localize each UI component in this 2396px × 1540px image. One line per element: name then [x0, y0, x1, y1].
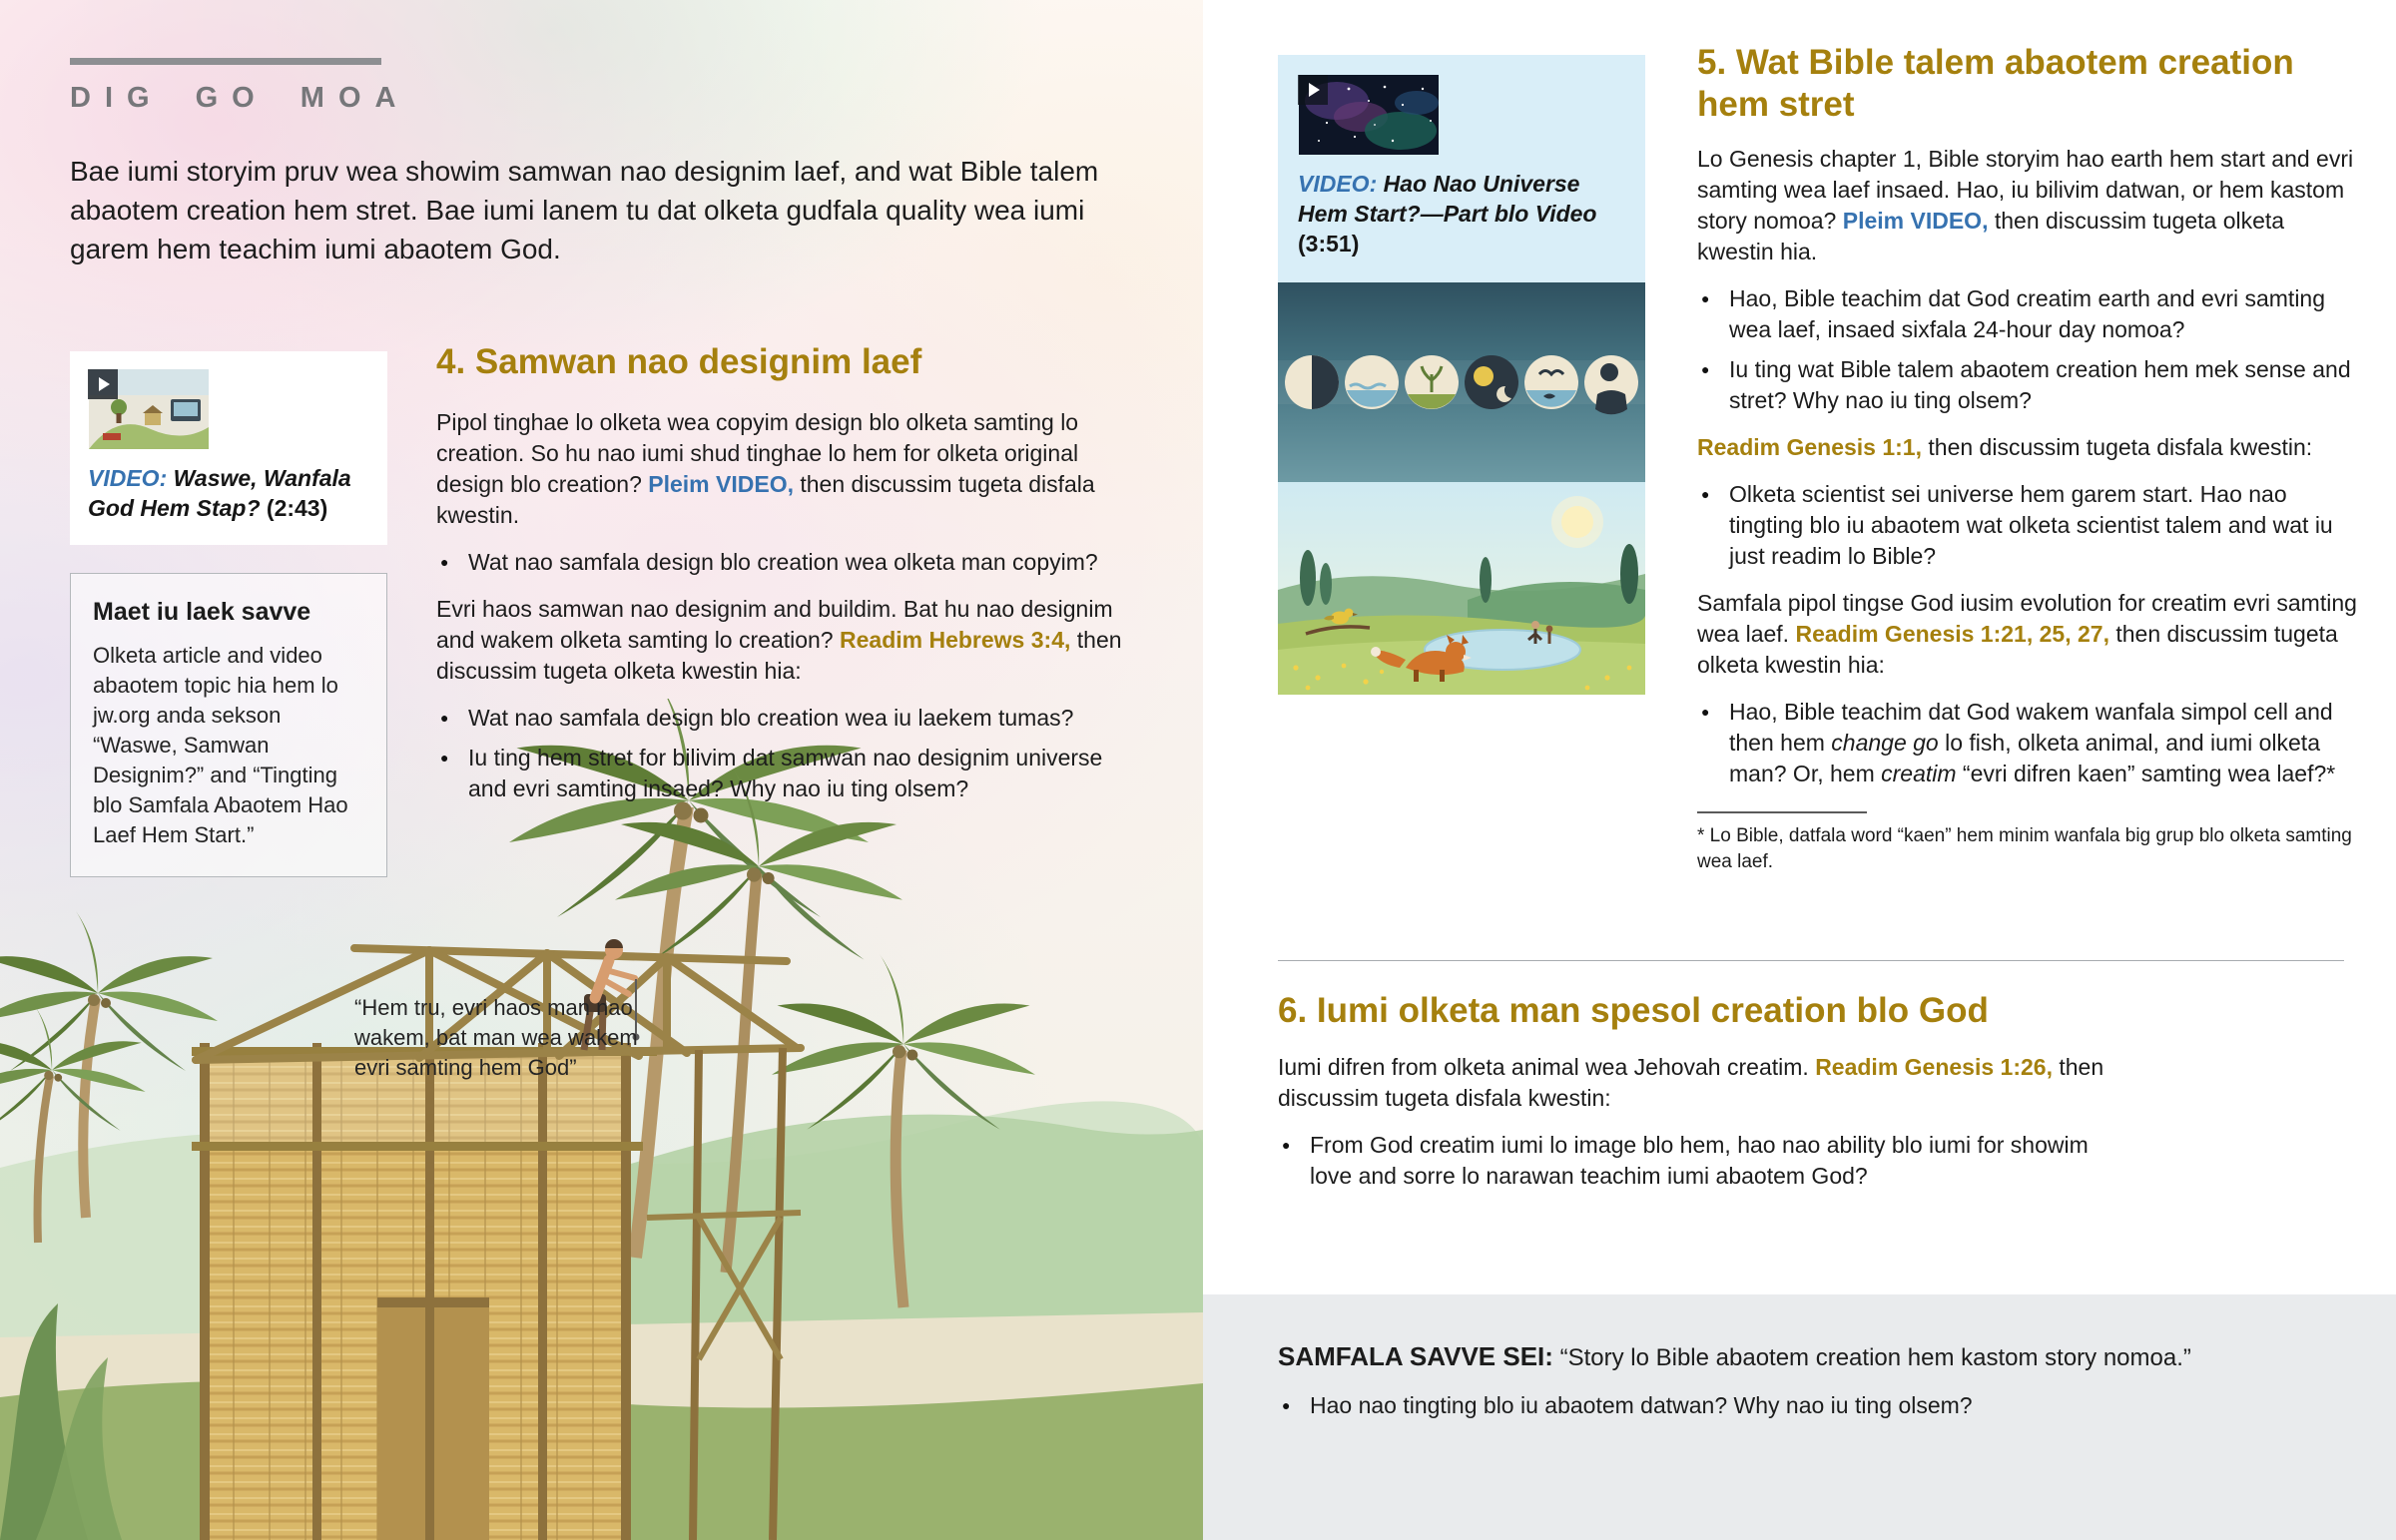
footnote-rule: [1697, 811, 1867, 813]
video-duration: (3:51): [1298, 231, 1360, 257]
section-6-heading: 6. Iumi olketa man spesol creation blo God: [1278, 991, 1989, 1030]
footnote: * Lo Bible, datfala word “kaen” hem minim wanfala big grup blo olketa samting wea laef.: [1697, 825, 2352, 872]
video-caption: [1298, 169, 1625, 258]
paragraph-text: then discussim tugeta olketa kwestin hia:: [1697, 621, 2338, 678]
creation-days-image: [1278, 282, 1645, 482]
video-label[interactable]: VIDEO:: [88, 465, 168, 491]
right-rail: [1278, 55, 1645, 695]
paragraph-text: Iumi difren from olketa animal wea Jehovah creatim.: [1278, 1054, 1816, 1080]
bullet-item: [436, 743, 1130, 804]
paragraph-text: then discussim tugeta disfala kwestin.: [436, 471, 1095, 528]
paragraph-text: then discussim tugeta disfala kwestin:: [1922, 434, 2313, 460]
note-box: [70, 573, 387, 877]
bullet-item: [1697, 697, 2358, 789]
paragraph-text: then discussim tugeta olketa kwestin hia.: [1697, 208, 2285, 264]
bullet-text: “evri difren kaen” samting wea laef?*: [1956, 761, 2336, 786]
paragraph: [436, 594, 1130, 687]
summary-box: [1203, 1294, 2396, 1540]
summary-label: SAMFALA SAVVE SEI:: [1278, 1341, 1553, 1371]
play-icon[interactable]: [1298, 75, 1328, 105]
bullet-item: [1697, 283, 2358, 345]
bullet-text: From God creatim iumi lo image blo hem, hao nao ability blo iumi for showim love and sorre lo narawan teachim iumi abaotem God?: [1310, 1132, 2089, 1189]
bullet-item: [436, 703, 1130, 734]
play-icon[interactable]: [88, 369, 118, 399]
paragraph: [1278, 1052, 2121, 1114]
paragraph: [1697, 432, 2358, 463]
bullet-item: [1278, 1390, 2346, 1421]
scripture-link-genesis-1-1[interactable]: Readim Genesis 1:1,: [1697, 434, 1922, 460]
video-title: Hao Nao Universe Hem Start?—Part blo Video: [1298, 171, 1597, 227]
paragraph: [436, 407, 1130, 531]
video-thumbnail[interactable]: [1298, 75, 1440, 155]
kicker-rule: [70, 58, 381, 65]
video-duration: (2:43): [260, 495, 328, 521]
video-thumbnail[interactable]: [88, 369, 210, 449]
video-card: [70, 351, 387, 545]
section-divider: [1278, 960, 2344, 961]
note-box-body: Olketa article and video abaotem topic hia hem lo jw.org anda sekson “Waswe, Samwan Designim?” and “Tingting blo Samfala Abaotem Hao Laef Hem Start.”: [93, 643, 348, 847]
right-page: [1203, 0, 2396, 1540]
video-label[interactable]: VIDEO:: [1298, 171, 1378, 197]
video-card: [1278, 55, 1645, 282]
bullet-text: Wat nao samfala design blo creation wea olketa man copyim?: [468, 549, 1098, 575]
bullet-text: lo fish, olketa animal, and iumi olketa man? Or, hem: [1729, 730, 2320, 786]
creation-scene-image: [1278, 482, 1645, 695]
bullet-list: [1278, 1130, 2121, 1192]
paragraph-text: Lo Genesis chapter 1, Bible storyim hao earth hem start and evri samting wea laef insaed. Hao, iu bilivim datwan, or hem kastom story nomoa?: [1697, 146, 2354, 234]
paragraph-text: Evri haos samwan nao designim and buildim. Bat hu nao designim and wakem olketa samting lo creation?: [436, 596, 1113, 653]
bullet-list: [1697, 479, 2358, 572]
section-4-heading: 4. Samwan nao designim laef: [436, 342, 922, 381]
bullet-text: Hao, Bible teachim dat God wakem wanfala simpol cell and then hem: [1729, 699, 2333, 756]
bullet-text: Wat nao samfala design blo creation wea iu laekem tumas?: [468, 705, 1074, 731]
emphasis-text: change go: [1831, 730, 1939, 756]
bullet-item: [1697, 354, 2358, 416]
intro-paragraph: Bae iumi storyim pruv wea showim samwan nao designim laef, and wat Bible talem abaotem creation hem stret. Bae iumi lanem tu dat olketa gudfala quality wea iumi garem hem teachim iumi abaotem God.: [70, 156, 1099, 264]
bullet-text: Hao, Bible teachim dat God creatim earth and evri samting wea laef, insaed sixfala 24-hour day nomoa?: [1729, 285, 2326, 342]
bullet-list: [1697, 283, 2358, 416]
bullet-item: [1278, 1130, 2121, 1192]
bullet-item: [436, 547, 1130, 578]
note-box-title: Maet iu laek savve: [93, 598, 311, 626]
bullet-list: [1278, 1390, 2346, 1421]
play-video-link[interactable]: Pleim VIDEO,: [648, 471, 794, 497]
paragraph: [1697, 144, 2358, 267]
bullet-text: Hao nao tingting blo iu abaotem datwan? Why nao iu ting olsem?: [1310, 1392, 1973, 1418]
summary-line: [1278, 1340, 2346, 1374]
video-title: Waswe, Wanfala God Hem Stap?: [88, 465, 351, 521]
bullet-item: [1697, 479, 2358, 572]
section-4: [436, 341, 1130, 820]
summary-quote: “Story lo Bible abaotem creation hem kastom story nomoa.”: [1552, 1344, 2191, 1371]
scripture-link-genesis-1-26[interactable]: Readim Genesis 1:26,: [1815, 1054, 2053, 1080]
bullet-list: [436, 703, 1130, 804]
section-5: [1697, 42, 2358, 875]
section-5-heading: 5. Wat Bible talem abaotem creation hem stret: [1697, 43, 2294, 124]
bullet-text: Olketa scientist sei universe hem garem start. Hao nao tingting blo iu abaotem wat olketa scientist talem and wat iu just readim lo Bible?: [1729, 481, 2333, 569]
paragraph-text: then discussim tugeta disfala kwestin:: [1278, 1054, 2104, 1111]
play-video-link[interactable]: Pleim VIDEO,: [1842, 208, 1989, 234]
paragraph: [1697, 588, 2358, 681]
bullet-text: Iu ting hem stret for bilivim dat samwan nao designim universe and evri samting insaed? Why nao iu ting olsem?: [468, 745, 1103, 801]
bullet-text: Iu ting wat Bible talem abaotem creation hem mek sense and stret? Why nao iu ting olsem?: [1729, 356, 2351, 413]
illustration-quote: “Hem tru, evri haos man nao wakem, bat man wea wakem evri samting hem God”: [354, 995, 638, 1080]
emphasis-text: creatim: [1881, 761, 1957, 786]
scripture-link-hebrews-3-4[interactable]: Readim Hebrews 3:4,: [840, 627, 1071, 653]
bullet-list: [436, 547, 1130, 578]
kicker-title: DIG GO MOA: [70, 82, 410, 114]
paragraph-text: then discussim tugeta olketa kwestin hia:: [436, 627, 1122, 684]
bullet-list: [1697, 697, 2358, 789]
video-caption: [88, 463, 369, 523]
paragraph-text: Pipol tinghae lo olketa wea copyim design blo olketa samting lo creation. So hu nao iumi shud tinghae lo hem for olketa original design blo creation?: [436, 409, 1079, 497]
scripture-link-genesis-1-21-25-27[interactable]: Readim Genesis 1:21, 25, 27,: [1795, 621, 2109, 647]
section-6: [1278, 990, 2121, 1208]
left-rail: [70, 351, 387, 877]
paragraph-text: Samfala pipol tingse God iusim evolution for creatim evri samting wea laef.: [1697, 590, 2357, 647]
